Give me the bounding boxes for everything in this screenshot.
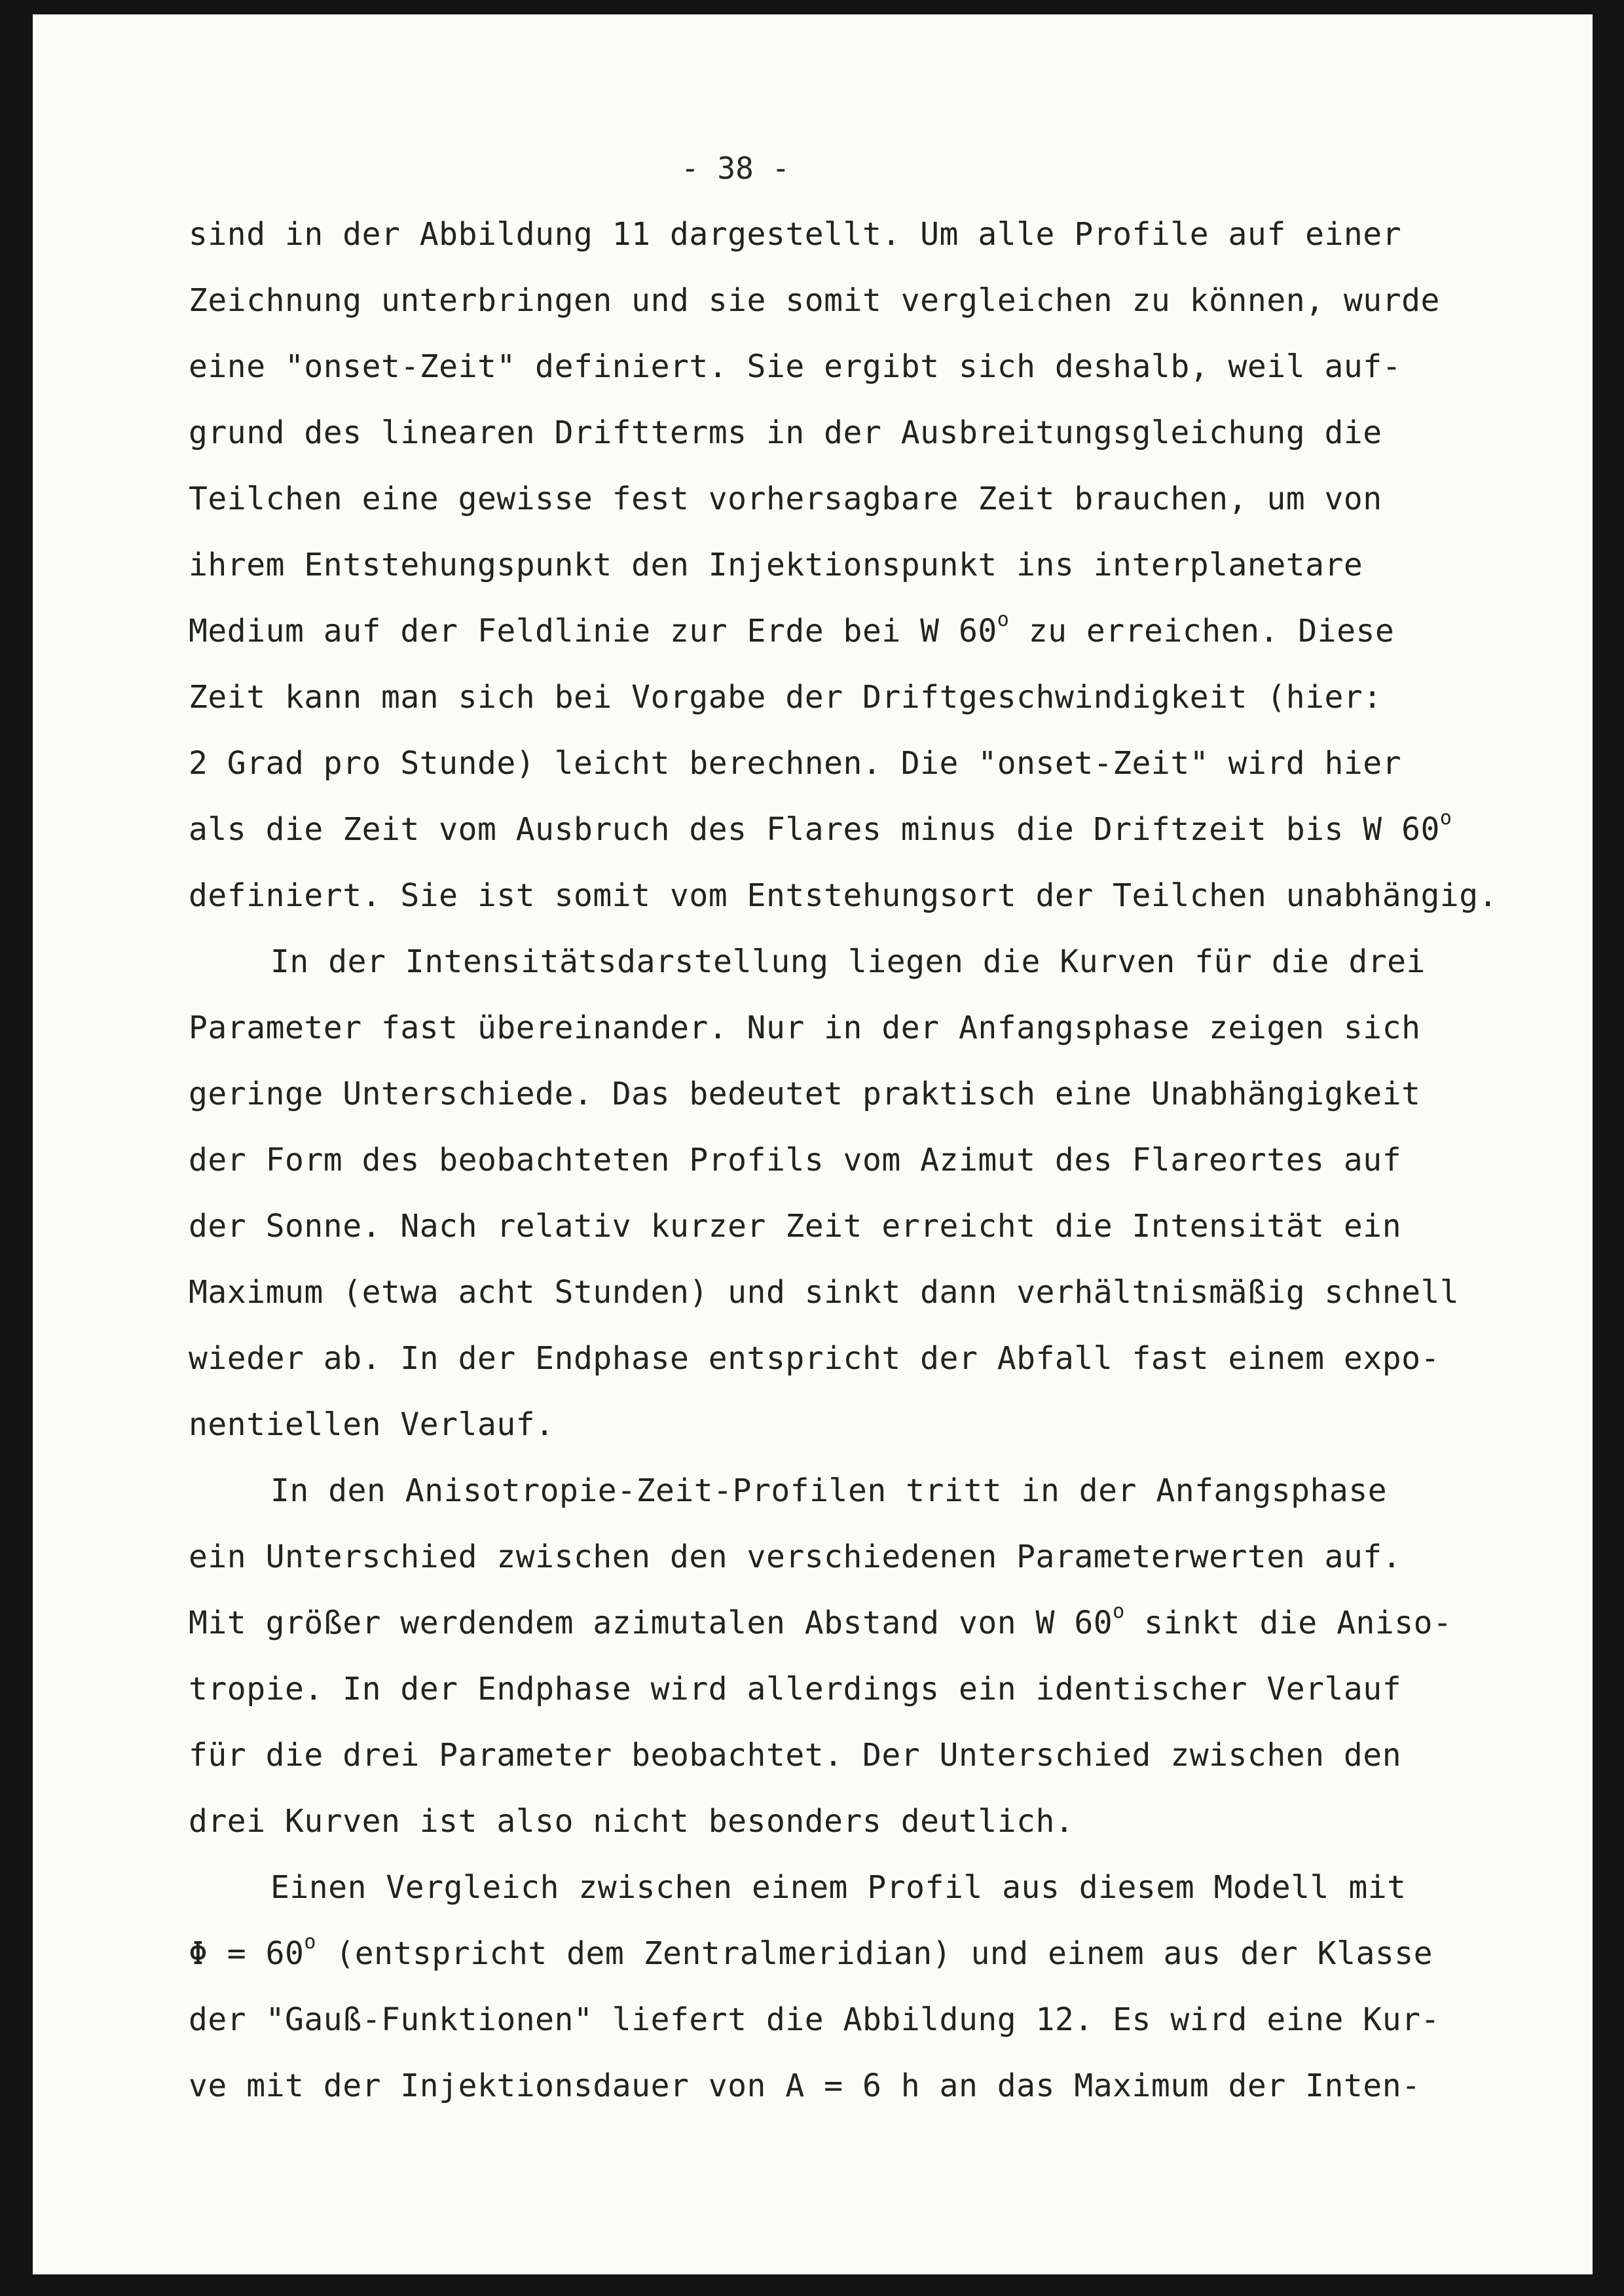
text-line <box>189 1656 1531 1722</box>
page-number: - 38 - <box>681 151 790 186</box>
superscript-degree: o <box>304 1931 316 1954</box>
text-line <box>189 1524 1531 1590</box>
text-line-content: Mit größer werdendem azimutalen Abstand von W 60 <box>189 1605 1113 1641</box>
text-line <box>189 665 1531 731</box>
text-line-content: In den Anisotropie-Zeit-Profilen tritt in der Anfangsphase <box>270 1472 1388 1509</box>
text-line-content: drei Kurven ist also nicht besonders deutlich. <box>189 1803 1075 1840</box>
text-line-content: Teilchen eine gewisse fest vorhersagbare Zeit brauchen, um von <box>189 481 1382 517</box>
text-line <box>189 1789 1531 1855</box>
text-line-continuation: sinkt die Aniso- <box>1124 1605 1452 1641</box>
text-line <box>189 1987 1531 2053</box>
text-line-content: tropie. In der Endphase wird allerdings ein identischer Verlauf <box>189 1671 1402 1707</box>
text-line <box>189 995 1531 1061</box>
text-line-content: Zeichnung unterbringen und sie somit vergleichen zu können, wurde <box>189 282 1440 319</box>
text-line <box>189 1855 1531 1921</box>
text-line <box>189 1260 1531 1326</box>
text-line-content: nentiellen Verlauf. <box>189 1406 555 1443</box>
text-line-content: Φ = 60 <box>189 1935 304 1972</box>
text-line <box>189 202 1531 268</box>
text-line <box>189 1127 1531 1194</box>
text-line <box>189 1590 1531 1656</box>
text-line <box>189 1061 1531 1127</box>
text-line-content: der Form des beobachteten Profils vom Azimut des Flareortes auf <box>189 1142 1402 1178</box>
text-line-content: eine "onset-Zeit" definiert. Sie ergibt sich deshalb, weil auf- <box>189 348 1402 385</box>
text-line <box>189 268 1531 334</box>
text-line-content: Einen Vergleich zwischen einem Profil aus diesem Modell mit <box>270 1869 1407 1906</box>
text-line <box>189 1194 1531 1260</box>
text-line <box>189 334 1531 400</box>
text-line-continuation: (entspricht dem Zentralmeridian) und einem aus der Klasse <box>316 1935 1433 1972</box>
text-line <box>189 797 1531 863</box>
superscript-degree: o <box>1113 1600 1125 1623</box>
text-line-content: ein Unterschied zwischen den verschiedenen Parameterwerten auf. <box>189 1539 1402 1575</box>
text-line-content: ihrem Entstehungspunkt den Injektionspunkt ins interplanetare <box>189 547 1363 583</box>
text-line-content: ve mit der Injektionsdauer von A = 6 h an das Maximum der Inten- <box>189 2068 1421 2104</box>
text-line-content: 2 Grad pro Stunde) leicht berechnen. Die "onset-Zeit" wird hier <box>189 745 1402 782</box>
superscript-degree: o <box>997 608 1010 631</box>
text-line-content: Medium auf der Feldlinie zur Erde bei W 60 <box>189 613 997 649</box>
body-text <box>189 202 1531 2119</box>
text-line-continuation: zu erreichen. Diese <box>1009 613 1395 649</box>
text-line <box>189 1921 1531 1987</box>
text-line <box>189 400 1531 466</box>
text-line-content: als die Zeit vom Ausbruch des Flares minus die Driftzeit bis W 60 <box>189 811 1440 848</box>
text-line-content: für die drei Parameter beobachtet. Der Unterschied zwischen den <box>189 1737 1402 1774</box>
text-line-content: wieder ab. In der Endphase entspricht der Abfall fast einem expo- <box>189 1340 1440 1377</box>
text-line <box>189 1392 1531 1458</box>
text-line <box>189 1458 1531 1524</box>
text-line <box>189 598 1531 665</box>
text-line <box>189 1722 1531 1789</box>
text-line-content: der Sonne. Nach relativ kurzer Zeit erreicht die Intensität ein <box>189 1208 1402 1245</box>
text-line <box>189 532 1531 598</box>
text-line <box>189 1326 1531 1392</box>
text-line-content: definiert. Sie ist somit vom Entstehungsort der Teilchen unabhängig. <box>189 877 1498 914</box>
text-line-content: grund des linearen Driftterms in der Ausbreitungsgleichung die <box>189 414 1382 451</box>
text-line <box>189 863 1531 929</box>
text-line-content: In der Intensitätsdarstellung liegen die Kurven für die drei <box>270 943 1426 980</box>
text-line <box>189 929 1531 995</box>
text-line <box>189 466 1531 532</box>
text-line-content: der "Gauß-Funktionen" liefert die Abbildung 12. Es wird eine Kur- <box>189 2001 1440 2038</box>
text-line-content: geringe Unterschiede. Das bedeutet praktisch eine Unabhängigkeit <box>189 1076 1421 1112</box>
text-line-content: Zeit kann man sich bei Vorgabe der Driftgeschwindigkeit (hier: <box>189 679 1382 716</box>
text-line <box>189 2053 1531 2119</box>
text-line-content: Maximum (etwa acht Stunden) und sinkt dann verhältnismäßig schnell <box>189 1274 1460 1311</box>
text-line <box>189 731 1531 797</box>
text-line-content: Parameter fast übereinander. Nur in der Anfangsphase zeigen sich <box>189 1010 1421 1046</box>
superscript-degree: o <box>1439 807 1452 829</box>
text-line-content: sind in der Abbildung 11 dargestellt. Um alle Profile auf einer <box>189 216 1402 253</box>
